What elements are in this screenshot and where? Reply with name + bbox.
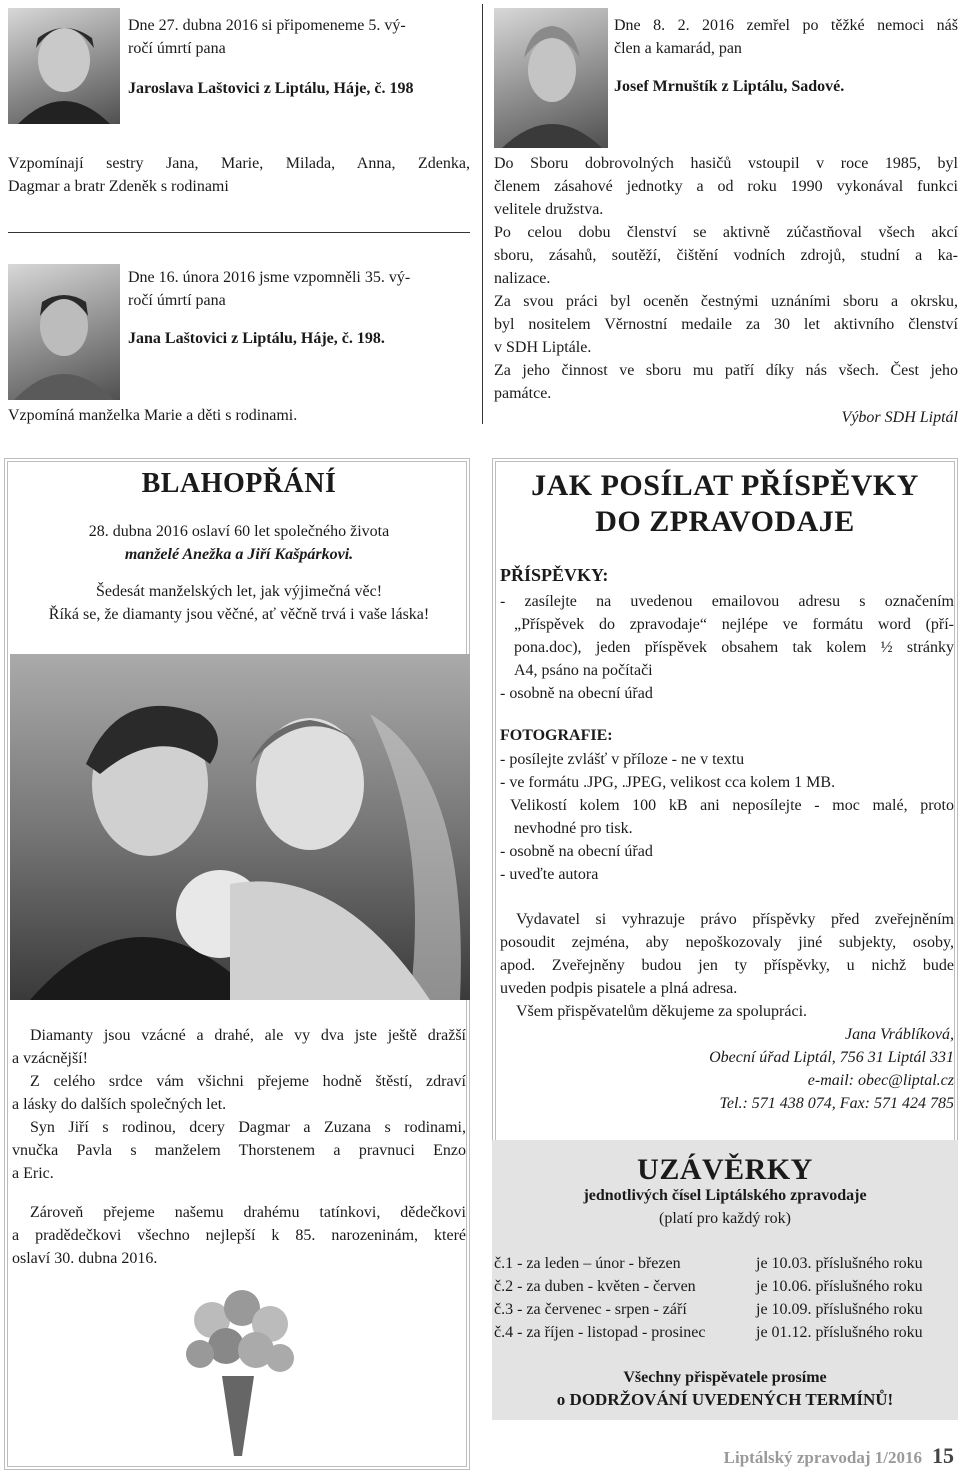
obituary-text-line: nalizace. bbox=[494, 270, 551, 287]
publisher-note: apod. Zveřejněny budou jen ty příspěvky, u nichž bude bbox=[500, 957, 954, 974]
obituary-text-line: členem zásahové jednotky a od roku 1990 vykonával funkci bbox=[494, 178, 958, 195]
guide-title-line: DO ZPRAVODAJE bbox=[595, 505, 855, 538]
publication-title: Liptálský zpravodaj 1/2016 bbox=[723, 1448, 922, 1467]
notice-date-line: ročí úmrtí pana bbox=[128, 292, 226, 309]
guide-title-line: JAK POSÍLAT PŘÍSPĚVKY bbox=[531, 469, 919, 502]
deceased-name: Josef Mrnuštík z Liptálu, Sadové. bbox=[614, 78, 845, 95]
publisher-note: Všem přispěvatelům děkujeme za spolupráci. bbox=[516, 1003, 808, 1020]
deadlines-request-emphasis: o DODRŽOVÁNÍ UVEDENÝCH TERMÍNŮ! bbox=[556, 1390, 894, 1409]
publisher-note: posoudit zejména, aby nepoškozovaly jiné subjekty, osoby, bbox=[500, 934, 954, 951]
deadline-row bbox=[494, 1252, 958, 1275]
deadline-row bbox=[494, 1275, 958, 1298]
contributions-label: PŘÍSPĚVKY: bbox=[500, 565, 609, 585]
bouquet-illustration bbox=[172, 1280, 302, 1460]
contact-line: e-mail: obec@liptal.cz bbox=[807, 1072, 954, 1089]
publisher-note: Vydavatel si vyhrazuje právo příspěvky před zveřejněním bbox=[516, 911, 954, 928]
obituary-text-line: Za jeho činnost ve sboru mu patří díky nás všech. Čest jeho bbox=[494, 362, 958, 379]
divider bbox=[8, 232, 470, 233]
wish-line: a lásky do dalších společných let. bbox=[12, 1096, 227, 1113]
congratulations-title: BLAHOPŘÁNÍ bbox=[141, 468, 337, 499]
wish-line: a pradědečkovi všechno nejlepší k 85. narozeninám, které bbox=[12, 1227, 466, 1244]
guide-item: - osobně na obecní úřad bbox=[500, 685, 653, 702]
portrait-photo-jan bbox=[8, 264, 120, 400]
guide-item: - ve formátu .JPG, .JPEG, velikost cca kolem 1 MB. bbox=[500, 774, 836, 791]
deceased-name: Jana Laštovici z Liptálu, Háje, č. 198. bbox=[128, 330, 385, 347]
deadline-row bbox=[494, 1321, 958, 1344]
wish-line: vnučka Pavla s manželem Thorstenem a pravnuci Enzo bbox=[12, 1142, 466, 1159]
wish-line: a vzácnější! bbox=[12, 1050, 88, 1067]
wish-line: Z celého srdce vám všichni přejeme hodně štěstí, zdraví bbox=[30, 1073, 466, 1090]
obituary-text-line: byl nositelem Věrnostní medaile za 30 let aktivního členství bbox=[494, 316, 958, 333]
obituary-text-line: v SDH Liptále. bbox=[494, 339, 592, 356]
wish-line: a Eric. bbox=[12, 1165, 54, 1182]
obituary-text-line: Do Sboru dobrovolných hasičů vstoupil v roce 1985, byl bbox=[494, 155, 958, 172]
couple-name: manželé Anežka a Jiří Kašpárkovi. bbox=[124, 546, 354, 563]
deadline-date: je 10.06. příslušného roku bbox=[756, 1278, 923, 1295]
notice-date-line: Dne 27. dubna 2016 si připomeneme 5. vý- bbox=[128, 17, 406, 34]
guide-item: „Příspěvek do zpravodaje“ nejlépe ve formátu word (pří- bbox=[514, 616, 954, 633]
wish-line: oslaví 30. dubna 2016. bbox=[12, 1250, 158, 1267]
deadline-row bbox=[494, 1298, 958, 1321]
photos-label: FOTOGRAFIE: bbox=[500, 727, 613, 744]
publisher-note: uveden podpis pisatele a plná adresa. bbox=[500, 980, 738, 997]
signature: Výbor SDH Liptál bbox=[841, 409, 958, 426]
obituary-text-line: památce. bbox=[494, 385, 552, 402]
obituary-text-line: Za svou práci byl oceněn čestnými uznáními sboru a okrsku, bbox=[494, 293, 958, 310]
deadlines-title: UZÁVĚRKY bbox=[637, 1153, 813, 1186]
deadline-period: č.3 - za červenec - srpen - září bbox=[494, 1301, 687, 1318]
remembrance-text: Vzpomínají sestry Jana, Marie, Milada, Anna, Zdenka, bbox=[8, 155, 470, 172]
guide-item: - uveďte autora bbox=[500, 866, 599, 883]
wish-line: Zároveň přejeme našemu drahému tatínkovi, dědečkovi bbox=[30, 1204, 466, 1221]
column-divider bbox=[482, 4, 483, 424]
deadline-period: č.4 - za říjen - listopad - prosinec bbox=[494, 1324, 706, 1341]
guide-item: - zasílejte na uvedenou emailovou adresu s označením bbox=[500, 593, 954, 610]
contact-line: Jana Vráblíková, bbox=[844, 1026, 954, 1043]
obituary-text-line: velitele družstva. bbox=[494, 201, 604, 218]
obituary-text-line: sboru, zásahů, soutěží, čištění vodních zdrojů, studní a ka- bbox=[494, 247, 958, 264]
deadline-date: je 10.09. příslušného roku bbox=[756, 1301, 923, 1318]
deadline-period: č.2 - za duben - květen - červen bbox=[494, 1278, 696, 1295]
deceased-name: Jaroslava Laštovici z Liptálu, Háje, č. 198 bbox=[128, 80, 414, 97]
verse-line: Šedesát manželských let, jak výjimečná věc! bbox=[95, 583, 383, 600]
guide-item: Velikostí kolem 100 kB ani neposílejte - moc malé, proto bbox=[510, 797, 954, 814]
guide-item: pona.doc), jeden příspěvek obsahem tak kolem ½ stránky bbox=[514, 639, 954, 656]
deadlines-request: Všechny přispěvatele prosíme bbox=[623, 1369, 827, 1386]
guide-item: - osobně na obecní úřad bbox=[500, 843, 653, 860]
portrait-photo-josef bbox=[494, 8, 608, 148]
obituary-text-line: Po celou dobu členství se aktivně zúčastňoval všech akcí bbox=[494, 224, 958, 241]
deadlines-subtitle: jednotlivých čísel Liptálského zpravodaje bbox=[583, 1187, 867, 1204]
wedding-photo bbox=[10, 654, 470, 1000]
guide-item: A4, psáno na počítači bbox=[514, 662, 653, 679]
anniversary-line: 28. dubna 2016 oslaví 60 let společného života bbox=[88, 523, 390, 540]
contact-line: Obecní úřad Liptál, 756 31 Liptál 331 bbox=[709, 1049, 954, 1066]
contact-line: Tel.: 571 438 074, Fax: 571 424 785 bbox=[719, 1095, 954, 1112]
verse-line: Říká se, že diamanty jsou věčné, ať věčně trvá i vaše láska! bbox=[48, 606, 430, 623]
wish-line: Diamanty jsou vzácné a drahé, ale vy dva jste ještě dražší bbox=[30, 1027, 466, 1044]
notice-date-line: ročí úmrtí pana bbox=[128, 40, 226, 57]
remembrance-text: Dagmar a bratr Zdeněk s rodinami bbox=[8, 178, 229, 195]
deadline-period: č.1 - za leden – únor - březen bbox=[494, 1255, 681, 1272]
portrait-photo-jaroslav bbox=[8, 8, 120, 124]
deadlines-subtitle-note: (platí pro každý rok) bbox=[659, 1210, 791, 1227]
notice-date-line: Dne 8. 2. 2016 zemřel po těžké nemoci náš bbox=[614, 17, 958, 34]
notice-date-line: Dne 16. února 2016 jsme vzpomněli 35. vý- bbox=[128, 269, 411, 286]
wish-line: Syn Jiří s rodinou, dcery Dagmar a Zuzana s rodinami, bbox=[30, 1119, 466, 1136]
page-number: 15 bbox=[932, 1443, 954, 1468]
notice-date-line: člen a kamarád, pan bbox=[614, 40, 742, 57]
remembrance-text: Vzpomíná manželka Marie a děti s rodinami. bbox=[8, 407, 298, 424]
guide-item: nevhodné pro tisk. bbox=[514, 820, 633, 837]
deadline-date: je 10.03. příslušného roku bbox=[756, 1255, 923, 1272]
deadline-date: je 01.12. příslušného roku bbox=[756, 1324, 923, 1341]
guide-item: - posílejte zvlášť v příloze - ne v textu bbox=[500, 751, 745, 768]
